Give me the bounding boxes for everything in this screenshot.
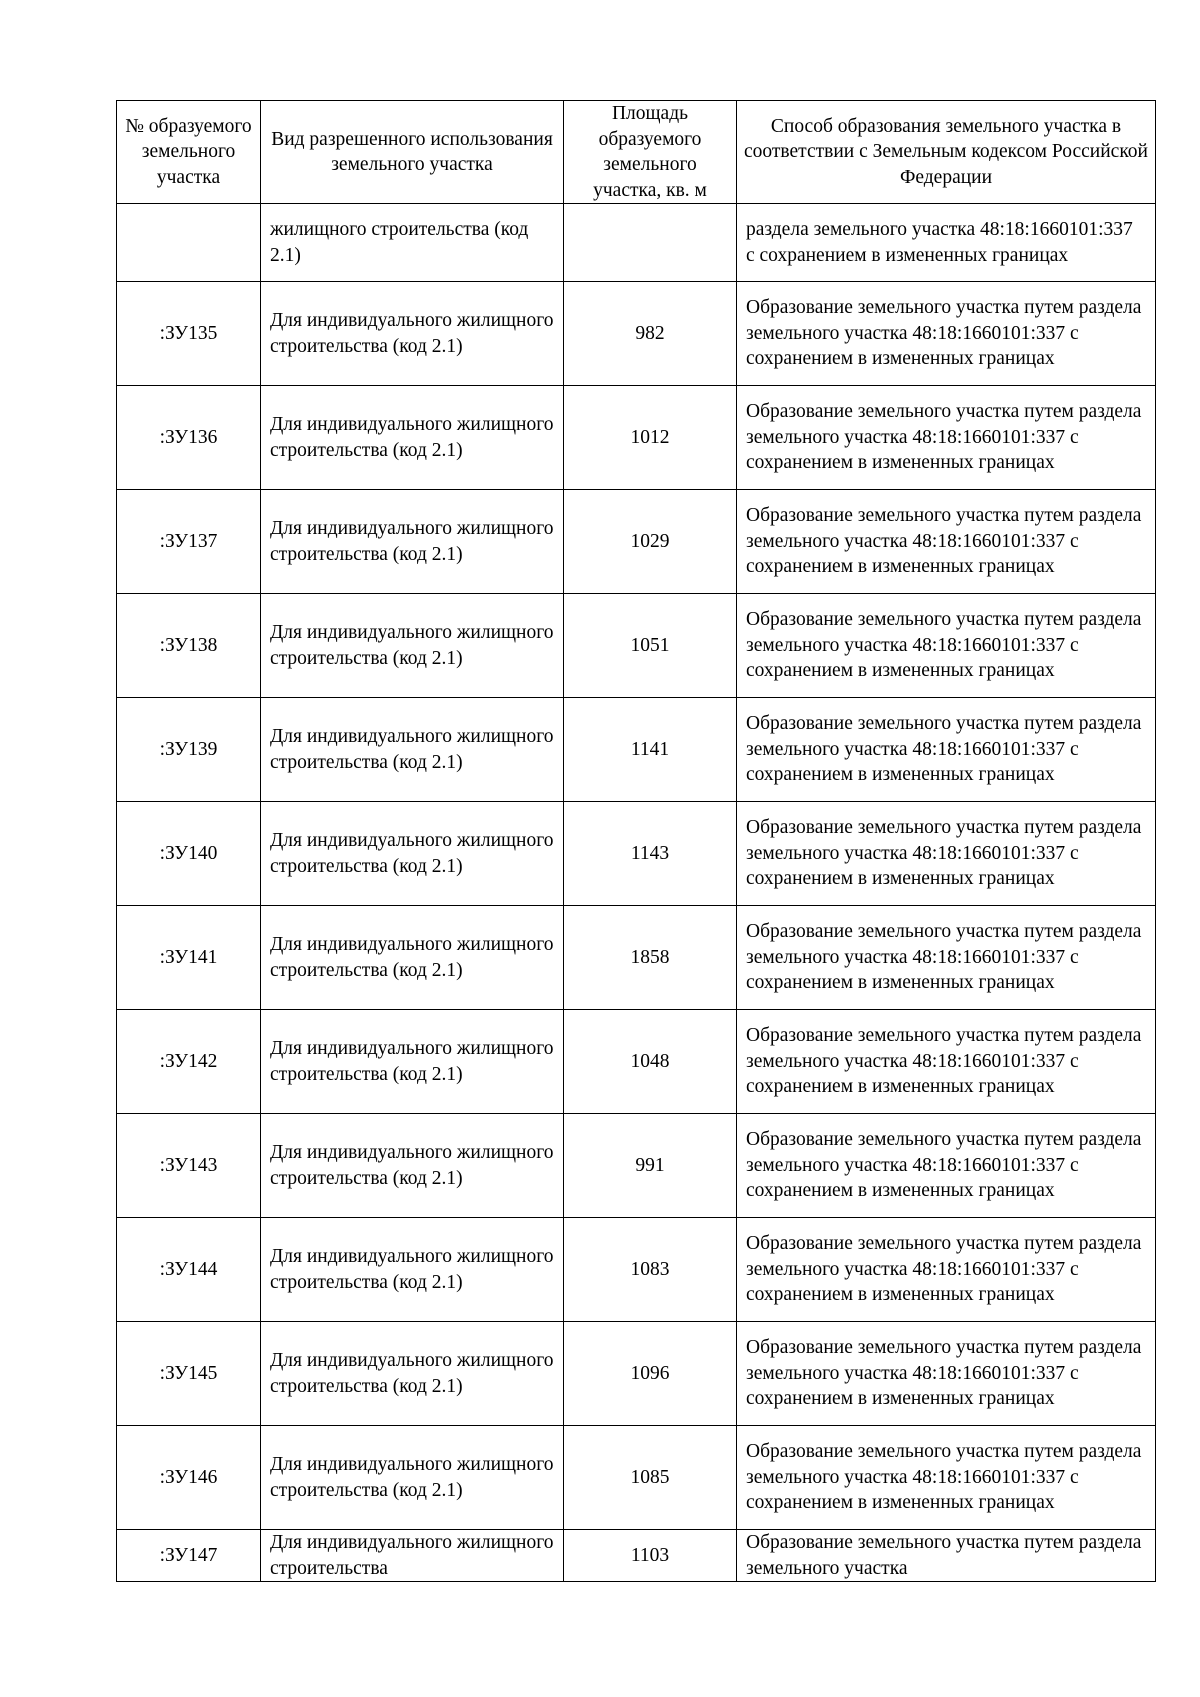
- permitted-use-cell: Для индивидуального жилищного строительства (код 2.1): [261, 906, 564, 1010]
- formation-method-cell: Образование земельного участка путем раздела земельного участка 48:18:1660101:337 с сохранением в измененных границах: [737, 1218, 1156, 1322]
- area-cell: 1029: [564, 490, 737, 594]
- permitted-use-cell: Для индивидуального жилищного строительства (код 2.1): [261, 802, 564, 906]
- last-row: [117, 1530, 1156, 1582]
- permitted-use-cell: Для индивидуального жилищного строительства (код 2.1): [261, 1114, 564, 1218]
- formation-method-cell: Образование земельного участка путем раздела земельного участка 48:18:1660101:337 с сохранением в измененных границах: [737, 386, 1156, 490]
- formation-method-cell: Образование земельного участка путем раздела земельного участка 48:18:1660101:337 с сохранением в измененных границах: [737, 1114, 1156, 1218]
- formation-method-cell: Образование земельного участка путем раздела земельного участка: [737, 1530, 1156, 1582]
- header-permitted-use: Вид разрешенного использования земельного участка: [261, 101, 564, 204]
- header-area: Площадь образуемого земельного участка, кв. м: [564, 101, 737, 204]
- table-row: [117, 1114, 1156, 1218]
- formation-method-cell: Образование земельного участка путем раздела земельного участка 48:18:1660101:337 с сохранением в измененных границах: [737, 1322, 1156, 1426]
- continuation-row: [117, 204, 1156, 282]
- area-cell: 991: [564, 1114, 737, 1218]
- plot-number-cell: :ЗУ146: [117, 1426, 261, 1530]
- header-plot-number: № образуемого земельного участка: [117, 101, 261, 204]
- permitted-use-cell: Для индивидуального жилищного строительства (код 2.1): [261, 1218, 564, 1322]
- table-row: [117, 802, 1156, 906]
- permitted-use-cell: Для индивидуального жилищного строительства (код 2.1): [261, 490, 564, 594]
- permitted-use-cell: Для индивидуального жилищного строительства (код 2.1): [261, 1426, 564, 1530]
- plot-number-cell: [117, 204, 261, 282]
- table-row: [117, 386, 1156, 490]
- plot-number-cell: :ЗУ137: [117, 490, 261, 594]
- area-cell: 1083: [564, 1218, 737, 1322]
- permitted-use-cell: жилищного строительства (код 2.1): [261, 204, 564, 282]
- plot-number-cell: :ЗУ144: [117, 1218, 261, 1322]
- plot-number-cell: :ЗУ136: [117, 386, 261, 490]
- area-cell: 1051: [564, 594, 737, 698]
- area-cell: 1048: [564, 1010, 737, 1114]
- plot-number-cell: :ЗУ147: [117, 1530, 261, 1582]
- table-row: [117, 594, 1156, 698]
- plot-number-cell: :ЗУ139: [117, 698, 261, 802]
- plot-number-cell: :ЗУ138: [117, 594, 261, 698]
- formation-method-cell: Образование земельного участка путем раздела земельного участка 48:18:1660101:337 с сохранением в измененных границах: [737, 594, 1156, 698]
- plot-number-cell: :ЗУ143: [117, 1114, 261, 1218]
- table-row: [117, 490, 1156, 594]
- area-cell: [564, 204, 737, 282]
- table-row: [117, 1322, 1156, 1426]
- area-cell: 1096: [564, 1322, 737, 1426]
- formation-method-cell: Образование земельного участка путем раздела земельного участка 48:18:1660101:337 с сохранением в измененных границах: [737, 906, 1156, 1010]
- permitted-use-cell: Для индивидуального жилищного строительства (код 2.1): [261, 282, 564, 386]
- formation-method-cell: Образование земельного участка путем раздела земельного участка 48:18:1660101:337 с сохранением в измененных границах: [737, 698, 1156, 802]
- table-header-row: [117, 101, 1156, 204]
- table-row: [117, 282, 1156, 386]
- table-row: [117, 1426, 1156, 1530]
- plot-number-cell: :ЗУ145: [117, 1322, 261, 1426]
- plot-number-cell: :ЗУ140: [117, 802, 261, 906]
- table-row: [117, 1010, 1156, 1114]
- area-cell: 1141: [564, 698, 737, 802]
- table-row: [117, 906, 1156, 1010]
- permitted-use-cell: Для индивидуального жилищного строительства (код 2.1): [261, 386, 564, 490]
- formation-method-cell: Образование земельного участка путем раздела земельного участка 48:18:1660101:337 с сохранением в измененных границах: [737, 490, 1156, 594]
- plot-number-cell: :ЗУ135: [117, 282, 261, 386]
- permitted-use-cell: Для индивидуального жилищного строительства (код 2.1): [261, 1322, 564, 1426]
- area-cell: 982: [564, 282, 737, 386]
- permitted-use-cell: Для индивидуального жилищного строительства (код 2.1): [261, 594, 564, 698]
- plot-number-cell: :ЗУ142: [117, 1010, 261, 1114]
- permitted-use-cell: Для индивидуального жилищного строительства: [261, 1530, 564, 1582]
- area-cell: 1858: [564, 906, 737, 1010]
- area-cell: 1143: [564, 802, 737, 906]
- land-plots-table: [116, 100, 1156, 1582]
- area-cell: 1103: [564, 1530, 737, 1582]
- permitted-use-cell: Для индивидуального жилищного строительства (код 2.1): [261, 1010, 564, 1114]
- formation-method-cell: Образование земельного участка путем раздела земельного участка 48:18:1660101:337 с сохранением в измененных границах: [737, 1010, 1156, 1114]
- formation-method-cell: Образование земельного участка путем раздела земельного участка 48:18:1660101:337 с сохранением в измененных границах: [737, 282, 1156, 386]
- table-row: [117, 1218, 1156, 1322]
- plot-number-cell: :ЗУ141: [117, 906, 261, 1010]
- formation-method-cell: Образование земельного участка путем раздела земельного участка 48:18:1660101:337 с сохранением в измененных границах: [737, 802, 1156, 906]
- table-row: [117, 698, 1156, 802]
- area-cell: 1012: [564, 386, 737, 490]
- formation-method-cell: Образование земельного участка путем раздела земельного участка 48:18:1660101:337 с сохранением в измененных границах: [737, 1426, 1156, 1530]
- permitted-use-cell: Для индивидуального жилищного строительства (код 2.1): [261, 698, 564, 802]
- header-formation-method: Способ образования земельного участка в соответствии с Земельным кодексом Российской Федерации: [737, 101, 1156, 204]
- area-cell: 1085: [564, 1426, 737, 1530]
- formation-method-cell: раздела земельного участка 48:18:1660101:337 с сохранением в измененных границах: [737, 204, 1156, 282]
